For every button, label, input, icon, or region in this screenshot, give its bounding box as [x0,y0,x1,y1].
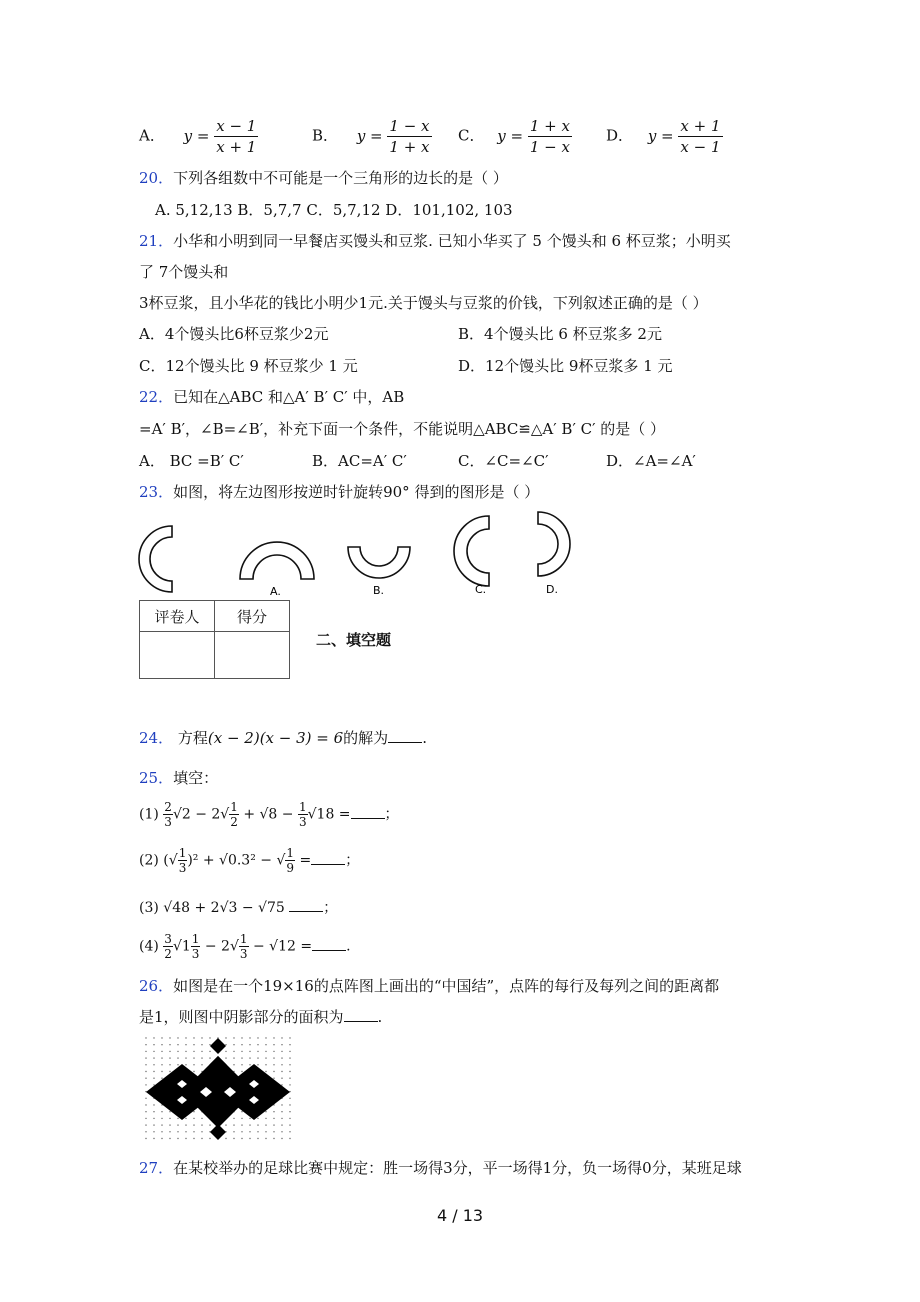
lattice-dot [281,1138,282,1139]
lattice-dot [249,1118,250,1119]
lattice-dot [241,1111,242,1112]
lattice-dot [265,1057,266,1058]
lattice-dot [273,1138,274,1139]
lattice-dot [153,1064,154,1065]
lattice-dot [201,1051,202,1052]
lattice-dot [169,1064,170,1065]
lattice-dot [289,1037,290,1038]
lattice-dot [241,1064,242,1065]
lattice-dot [193,1051,194,1052]
lattice-dot [185,1064,186,1065]
lattice-dot [281,1057,282,1058]
lattice-dot [257,1064,258,1065]
lattice-dot [153,1104,154,1105]
lattice-dot [289,1064,290,1065]
lattice-dot [177,1051,178,1052]
lattice-dot [161,1064,162,1065]
score-table-grader-header: 评卷人 [140,601,215,632]
lattice-dot [241,1131,242,1132]
lattice-dot [281,1124,282,1125]
original-arc-shape [139,526,172,592]
lattice-dot [153,1071,154,1072]
lattice-dot [161,1071,162,1072]
option-d-arc-shape [538,512,570,576]
lattice-dot [289,1124,290,1125]
lattice-dot [169,1044,170,1045]
q23-stem: 23．如图，将左边图形按逆时针旋转90° 得到的图形是（ ） [139,483,540,501]
lattice-dot [153,1138,154,1139]
lattice-dot [145,1131,146,1132]
lattice-dot [193,1064,194,1065]
lattice-dot [281,1044,282,1045]
lattice-dot [161,1057,162,1058]
question-number: 25． [139,769,174,787]
lattice-dot [233,1124,234,1125]
lattice-dot [169,1057,170,1058]
lattice-dot [289,1131,290,1132]
lattice-dot [193,1118,194,1119]
lattice-dot [169,1138,170,1139]
lattice-dot [201,1044,202,1045]
q24-equation: (x − 2)(x − 3) = 6 [207,729,344,747]
question-number: 21． [139,232,174,250]
page-number: 4 / 13 [437,1206,484,1225]
lattice-dot [193,1037,194,1038]
lattice-dot [265,1044,266,1045]
q21-option-c: C．12个馒头比 9 杯豆浆少 1 元 [139,357,358,375]
question-number: 20． [139,169,174,187]
lattice-dot [193,1111,194,1112]
lattice-dot [169,1131,170,1132]
lattice-dot [265,1111,266,1112]
lattice-dot [169,1051,170,1052]
lattice-dot [209,1138,210,1139]
lattice-dot [249,1057,250,1058]
lattice-dot [265,1064,266,1065]
q21-option-a: A．4个馒头比6杯豆浆少2元 [139,325,329,343]
lattice-dot [273,1064,274,1065]
lattice-dot [169,1111,170,1112]
lattice-dot [273,1118,274,1119]
lattice-dot [273,1124,274,1125]
q22-option-a: A． BC =B′ C′ [139,452,244,470]
lattice-dot [161,1131,162,1132]
lattice-dot [201,1138,202,1139]
lattice-dot [209,1051,210,1052]
lattice-dot [209,1057,210,1058]
answer-blank[interactable] [351,804,385,819]
lattice-dot [257,1118,258,1119]
lattice-dot [193,1131,194,1132]
lattice-dot [225,1044,226,1045]
q26-stem-line1: 26．如图是在一个19×16的点阵图上画出的“中国结”，点阵的每行及每列之间的距离都 [139,977,720,995]
answer-blank[interactable] [344,1007,378,1022]
lattice-dot [145,1118,146,1119]
lattice-dot [161,1118,162,1119]
lattice-dot [233,1057,234,1058]
lattice-dot [185,1124,186,1125]
option-c-label: C. [475,583,487,596]
q27-stem: 27．在某校举办的足球比赛中规定：胜一场得3分，平一场得1分，负一场得0分，某班足球 [139,1159,742,1177]
lattice-dot [241,1044,242,1045]
lattice-dot [153,1111,154,1112]
lattice-dot [265,1138,266,1139]
lattice-dot [145,1071,146,1072]
lattice-dot [289,1084,290,1085]
lattice-dot [241,1037,242,1038]
question-number: 24． [139,729,174,747]
lattice-dot [265,1037,266,1038]
question-number: 26． [139,977,174,995]
q21-option-d: D．12个馒头比 9杯豆浆多 1 元 [458,357,673,375]
lattice-dot [273,1057,274,1058]
lattice-dot [233,1131,234,1132]
lattice-dot [201,1131,202,1132]
lattice-dot [281,1084,282,1085]
rotation-figures [130,505,590,605]
lattice-dot [209,1037,210,1038]
lattice-dot [249,1124,250,1125]
lattice-dot [225,1037,226,1038]
lattice-dot [145,1124,146,1125]
lattice-dot [273,1131,274,1132]
lattice-dot [185,1118,186,1119]
lattice-dot [289,1051,290,1052]
lattice-dot [145,1051,146,1052]
option-b-label: B. [373,584,385,597]
q21-stem-line1: 21．小华和小明到同一早餐店买馒头和豆浆. 已知小华买了 5 个馒头和 6 杯豆浆；小明买 [139,232,731,250]
q25-part-3: (3) √48 + 2√3 − √75 ； [139,897,337,917]
lattice-dot [289,1118,290,1119]
lattice-dot [273,1111,274,1112]
lattice-dot [193,1071,194,1072]
lattice-dot [289,1111,290,1112]
lattice-dot [201,1124,202,1125]
lattice-dot [281,1131,282,1132]
lattice-dot [185,1044,186,1045]
lattice-dot [281,1037,282,1038]
question-number: 23． [139,483,174,501]
lattice-dot [201,1064,202,1065]
lattice-dot [145,1104,146,1105]
option-a-label: A. [270,585,281,598]
lattice-dot [225,1057,226,1058]
lattice-dot [265,1118,266,1119]
q22-stem-line1: 22．已知在△ABC 和△A′ B′ C′ 中，AB [139,388,405,406]
q21-stem-line2: 了 7个馒头和 [139,263,229,281]
lattice-dot [265,1051,266,1052]
lattice-dot [257,1044,258,1045]
q20-stem: 20．下列各组数中不可能是一个三角形的边长的是（ ） [139,169,508,187]
score-table-score-cell[interactable] [215,632,290,679]
answer-blank[interactable] [289,897,323,912]
q22-option-b: B．AC=A′ C′ [312,452,407,470]
lattice-dot [241,1071,242,1072]
lattice-dot [249,1131,250,1132]
lattice-dot [249,1064,250,1065]
lattice-dot [209,1124,210,1125]
lattice-dot [257,1138,258,1139]
lattice-dot [169,1071,170,1072]
lattice-dot [257,1037,258,1038]
lattice-dot [185,1131,186,1132]
lattice-dot [145,1044,146,1045]
q21-option-b: B．4个馒头比 6 杯豆浆多 2元 [458,325,662,343]
lattice-dot [193,1138,194,1139]
lattice-dot [161,1051,162,1052]
knot-shape [146,1038,290,1140]
q25-part-4: (4) $\frac{3}{2}$ √1 $\frac{1}{3}$ − 2√ $\frac{1}{3}$ − √12 = . [139,932,351,961]
lattice-dot [177,1037,178,1038]
q26-stem-line2: 是1，则图中阴影部分的面积为 . [139,1008,383,1026]
q21-stem-line3: 3杯豆浆，且小华花的钱比小明少1元.关于馒头与豆浆的价钱，下列叙述正确的是（ ） [139,294,708,312]
lattice-dot [153,1078,154,1079]
lattice-dot [273,1044,274,1045]
lattice-dot [201,1118,202,1119]
lattice-dot [201,1037,202,1038]
lattice-dot [281,1078,282,1079]
lattice-dot [289,1078,290,1079]
lattice-dot [289,1104,290,1105]
q20-options: A. 5,12,13 B．5,7,7 C．5,7,12 D．101,102, 103 [155,201,513,219]
answer-blank[interactable] [312,936,346,951]
q22-stem-line2: =A′ B′，∠B=∠B′，补充下面一个条件，不能说明△ABC≌△A′ B′ C′ 的是（ ） [139,420,666,438]
lattice-dot [153,1044,154,1045]
lattice-dot [233,1138,234,1139]
lattice-dot [161,1078,162,1079]
option-a-arc-shape [240,542,314,579]
question-number: 22． [139,388,174,406]
lattice-dot [257,1057,258,1058]
lattice-dot [249,1037,250,1038]
lattice-dot [145,1057,146,1058]
lattice-dot [225,1124,226,1125]
lattice-dot [169,1118,170,1119]
lattice-dot [265,1071,266,1072]
lattice-dot [145,1111,146,1112]
lattice-dot [273,1078,274,1079]
lattice-dot [177,1138,178,1139]
lattice-dot [241,1057,242,1058]
q19-option-d: D． y = $\frac{x + 1}{x - 1}$ [606,117,721,156]
q22-option-d: D．∠A=∠A′ [606,452,696,470]
lattice-dot [241,1051,242,1052]
lattice-dot [241,1124,242,1125]
lattice-dot [177,1124,178,1125]
lattice-dot [249,1044,250,1045]
lattice-dot [281,1104,282,1105]
lattice-dot [233,1037,234,1038]
lattice-dot [161,1111,162,1112]
option-c-arc-shape [454,516,489,586]
lattice-dot [273,1071,274,1072]
lattice-dot [177,1057,178,1058]
lattice-dot [185,1057,186,1058]
lattice-dot [193,1057,194,1058]
lattice-dot [257,1051,258,1052]
answer-blank[interactable] [311,850,345,865]
q19-option-a: A． y = $\frac{x - 1}{x + 1}$ [139,117,257,156]
lattice-dot [289,1057,290,1058]
lattice-dot [153,1057,154,1058]
lattice-dot [265,1124,266,1125]
lattice-dot [153,1131,154,1132]
lattice-dot [145,1098,146,1099]
lattice-dot [177,1118,178,1119]
lattice-dot [281,1071,282,1072]
lattice-dot [249,1138,250,1139]
lattice-dot [161,1138,162,1139]
lattice-dot [193,1124,194,1125]
lattice-dot [177,1044,178,1045]
lattice-dot [233,1064,234,1065]
lattice-dot [145,1084,146,1085]
lattice-dot [225,1051,226,1052]
lattice-dot [257,1124,258,1125]
q19-option-b: B． y = $\frac{1 - x}{1 + x}$ [312,117,430,156]
lattice-dot [153,1084,154,1085]
chinese-knot-figure [142,1036,292,1140]
lattice-dot [289,1098,290,1099]
lattice-dot [153,1037,154,1038]
q19-option-c: C． y = $\frac{1 + x}{1 - x}$ [458,117,570,156]
lattice-dot [233,1051,234,1052]
lattice-dot [273,1037,274,1038]
lattice-dot [145,1064,146,1065]
lattice-dot [185,1138,186,1139]
option-b-arc-shape [348,547,410,578]
q25-stem: 25．填空： [139,769,219,787]
lattice-dot [161,1044,162,1045]
question-number: 27． [139,1159,174,1177]
lattice-dot [281,1111,282,1112]
score-table [139,600,290,679]
lattice-dot [289,1071,290,1072]
q22-option-c: C．∠C=∠C′ [458,452,549,470]
answer-blank[interactable] [388,728,422,743]
lattice-dot [265,1131,266,1132]
lattice-dot [161,1037,162,1038]
lattice-dot [153,1118,154,1119]
lattice-dot [281,1118,282,1119]
lattice-dot [257,1131,258,1132]
score-table-grader-cell[interactable] [140,632,215,679]
score-table-score-header: 得分 [215,601,290,632]
q25-part-1: (1) $\frac{2}{3}$ √2 − 2√ $\frac{1}{2}$ + √8 − $\frac{1}{3}$ √18 = ； [139,800,399,829]
lattice-dot [169,1037,170,1038]
lattice-dot [241,1118,242,1119]
lattice-dot [153,1051,154,1052]
lattice-dot [193,1044,194,1045]
lattice-dot [225,1138,226,1139]
lattice-dot [145,1138,146,1139]
lattice-dot [209,1044,210,1045]
lattice-dot [289,1044,290,1045]
lattice-dot [161,1124,162,1125]
lattice-dot [177,1131,178,1132]
lattice-dot [169,1124,170,1125]
lattice-dot [273,1051,274,1052]
lattice-dot [281,1064,282,1065]
lattice-dot [153,1124,154,1125]
option-d-label: D. [546,583,558,596]
lattice-dot [145,1037,146,1038]
lattice-dot [233,1044,234,1045]
lattice-dot [289,1138,290,1139]
lattice-dot [177,1064,178,1065]
section-title: 二、填空题 [316,631,392,649]
q24-stem: 24． 方程(x − 2)(x − 3) = 6的解为 . [139,729,427,747]
lattice-dot [233,1118,234,1119]
lattice-dot [145,1078,146,1079]
lattice-dot [241,1138,242,1139]
lattice-dot [201,1057,202,1058]
lattice-dot [281,1051,282,1052]
lattice-dot [249,1051,250,1052]
lattice-dot [185,1037,186,1038]
q25-part-2: (2) (√ $\frac{1}{3}$ )² + √0.3² − √ $\frac{1}{9}$ = ； [139,846,360,875]
lattice-dot [185,1051,186,1052]
